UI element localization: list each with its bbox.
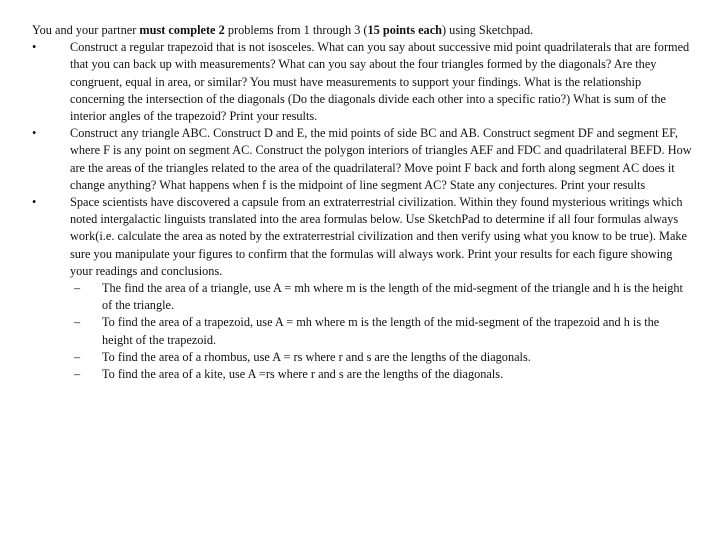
formula-text-rhombus: To find the area of a rhombus, use A = rs where r and s are the lengths of the diagonals. [102,349,531,364]
problem-item-2 [32,125,692,194]
intro-emphasis-count: must complete 2 [139,23,225,37]
bullet-icon: • [32,40,37,55]
formula-text-kite: To find the area of a kite, use A =rs where r and s are the lengths of the diagonals. [102,367,504,382]
intro-text-2: problems from 1 through 3 ( [224,23,368,37]
intro-text-1: You and your partner [32,23,140,37]
instructions-paragraph [32,22,692,39]
intro-text-3: ) using Sketchpad. [442,23,534,37]
formula-item-trapezoid [32,314,692,348]
dash-icon: – [74,349,81,364]
formula-item-triangle [32,280,692,314]
intro-emphasis-points: 15 points each [367,23,442,37]
formula-text-trapezoid: To find the area of a trapezoid, use A = mh where m is the length of the mid-segment of the trapezoid and h is the height of the trapezoid. [102,315,660,347]
problem-text-1: Construct a regular trapezoid that is not isosceles. What can you say about successive mid point quadrilaterals that are formed that you can back up with measurements? What can you say about the four triangles formed by the diagonals? Are they congruent, equal in area, or similar? You must have measurements to support your findings. What is the relationship concerning the intersection of the diagonals (Do the diagonals divide each other into a specific ratio?) What is sum of the interior angles of the trapezoid? Print your results. [70,40,690,124]
formula-item-rhombus [32,349,692,366]
dash-icon: – [74,315,81,330]
bullet-icon: • [32,195,37,210]
dash-icon: – [74,281,81,296]
formula-item-kite [32,366,692,383]
document-page [32,22,692,383]
formula-text-triangle: The find the area of a triangle, use A = mh where m is the length of the mid-segment of the triangle and h is the height of the triangle. [102,281,683,313]
dash-icon: – [74,367,81,382]
problem-item-3 [32,194,692,280]
problem-text-3: Space scientists have discovered a capsule from an extraterrestrial civilization. Within they found mysterious writings which noted intergalactic linguists translated into the area formulas below. Use SketchPad to determine if all four formulas always work(i.e. calculate the area as noted by the extraterrestrial civilization and then verify using what you know to be true). Make sure you manipulate your figures to confirm that the formulas will always work. Print your results for each figure showing your readings and conclusions. [70,195,688,278]
formula-list [32,280,692,383]
problem-list [32,39,692,280]
bullet-icon: • [32,126,37,141]
problem-text-2: Construct any triangle ABC. Construct D and E, the mid points of side BC and AB. Construct segment DF and segment EF, where F is any point on segment AC. Construct the polygon interiors of triangles AEF and FDC and quadrilateral BEFD. How are the areas of the triangles related to the area of the quadrilateral? Move point F back and forth along segment AC does it change anything? What happens when f is the midpoint of line segment AC? State any conjectures. Print your results [70,126,692,192]
problem-item-1 [32,39,692,125]
